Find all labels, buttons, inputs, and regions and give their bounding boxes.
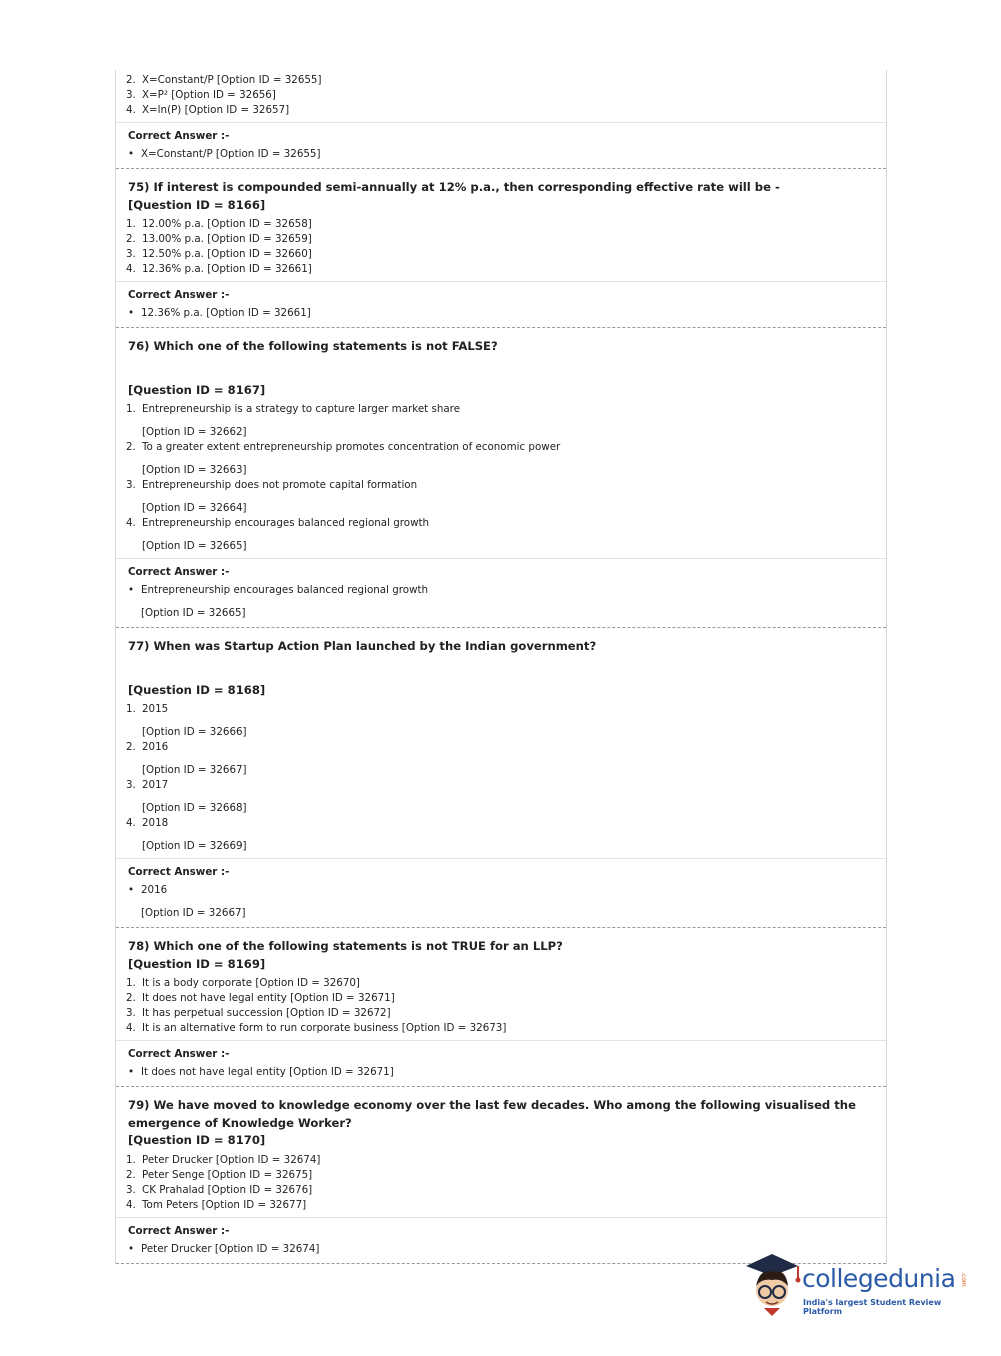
option-item: 1. 12.00% p.a. [Option ID = 32658]	[126, 218, 312, 230]
question-76	[116, 328, 886, 627]
option-item: 3. It has perpetual succession [Option ID = 32672]	[126, 1007, 391, 1019]
question-id: [Question ID = 8166]	[128, 197, 266, 212]
option-item: 2. Peter Senge [Option ID = 32675]	[126, 1168, 313, 1181]
correct-answer: Correct Answer :- • Peter Drucker [Option ID = 32674]	[116, 1217, 886, 1263]
question-text: 77) When was Startup Action Plan launched by the Indian government? [Question ID = 8168]	[116, 628, 886, 699]
option-item: 3. 2017 [Option ID = 32668]	[126, 779, 247, 814]
option-list	[116, 399, 886, 558]
brand-name: collegedunia	[802, 1264, 956, 1293]
question-77	[116, 628, 886, 927]
question-75	[116, 169, 886, 327]
correct-answer: Correct Answer :- • 2016 [Option ID = 32667]	[116, 858, 886, 927]
option-item: 2. 13.00% p.a. [Option ID = 32659]	[126, 233, 312, 245]
option-item: 4. 12.36% p.a. [Option ID = 32661]	[126, 263, 312, 275]
option-item: 1. 2015 [Option ID = 32666]	[126, 703, 247, 738]
question-74-tail	[116, 70, 886, 168]
option-item: 1. Entrepreneurship is a strategy to capture larger market share [Option ID = 32662]	[126, 403, 461, 438]
option-item: 4. 2018 [Option ID = 32669]	[126, 817, 247, 852]
question-text: 75) If interest is compounded semi-annually at 12% p.a., then corresponding effective rate will be - [Question ID = 8166]	[116, 169, 886, 214]
option-item: 3. X=P² [Option ID = 32656]	[126, 89, 276, 101]
question-id: [Question ID = 8170]	[128, 1133, 266, 1147]
question-id: [Question ID = 8169]	[128, 956, 266, 971]
option-list	[116, 1150, 886, 1217]
option-item: 2. It does not have legal entity [Option ID = 32671]	[126, 992, 395, 1004]
option-item: 2. To a greater extent entrepreneurship promotes concentration of economic power [Option ID = 32663]	[126, 441, 561, 476]
option-list	[116, 973, 886, 1040]
option-item: 3. 12.50% p.a. [Option ID = 32660]	[126, 248, 312, 260]
option-item: 3. Entrepreneurship does not promote capital formation [Option ID = 32664]	[126, 479, 418, 514]
option-item: 4. Tom Peters [Option ID = 32677]	[126, 1198, 307, 1211]
option-item: 4. It is an alternative form to run corporate business [Option ID = 32673]	[126, 1022, 507, 1034]
correct-answer: Correct Answer :- • Entrepreneurship encourages balanced regional growth [Option ID = 32665]	[116, 558, 886, 627]
question-paper	[115, 70, 887, 1264]
question-text: 79) We have moved to knowledge economy over the last few decades. Who among the following visualised the emergence of Knowledge Worker? [Question ID = 8170]	[116, 1087, 886, 1150]
brand-suffix: .com	[960, 1272, 967, 1287]
option-item: 4. X=ln(P) [Option ID = 32657]	[126, 104, 290, 116]
option-list	[116, 214, 886, 281]
correct-answer: Correct Answer :- • X=Constant/P [Option ID = 32655]	[116, 122, 886, 168]
option-list	[116, 699, 886, 858]
option-item: 2. X=Constant/P [Option ID = 32655]	[126, 74, 322, 86]
option-item: 3. CK Prahalad [Option ID = 32676]	[126, 1183, 313, 1196]
option-list	[116, 70, 886, 122]
option-item: 2. 2016 [Option ID = 32667]	[126, 741, 247, 776]
option-item: 1. It is a body corporate [Option ID = 32670]	[126, 977, 360, 989]
brand-tagline: India's largest Student Review Platform	[803, 1298, 942, 1316]
mascot-icon	[742, 1250, 804, 1320]
correct-answer: Correct Answer :- • 12.36% p.a. [Option ID = 32661]	[116, 281, 886, 327]
option-item: 4. Entrepreneurship encourages balanced regional growth [Option ID = 32665]	[126, 517, 430, 552]
question-text: 76) Which one of the following statements is not FALSE? [Question ID = 8167]	[116, 328, 886, 399]
question-id: [Question ID = 8167]	[128, 382, 266, 397]
correct-answer: Correct Answer :- • It does not have legal entity [Option ID = 32671]	[116, 1040, 886, 1086]
question-79	[116, 1087, 886, 1263]
question-78	[116, 928, 886, 1086]
option-item: 1. Peter Drucker [Option ID = 32674]	[126, 1153, 321, 1166]
question-id: [Question ID = 8168]	[128, 682, 266, 697]
collegedunia-logo	[742, 1250, 972, 1320]
question-text: 78) Which one of the following statements is not TRUE for an LLP? [Question ID = 8169]	[116, 928, 886, 973]
